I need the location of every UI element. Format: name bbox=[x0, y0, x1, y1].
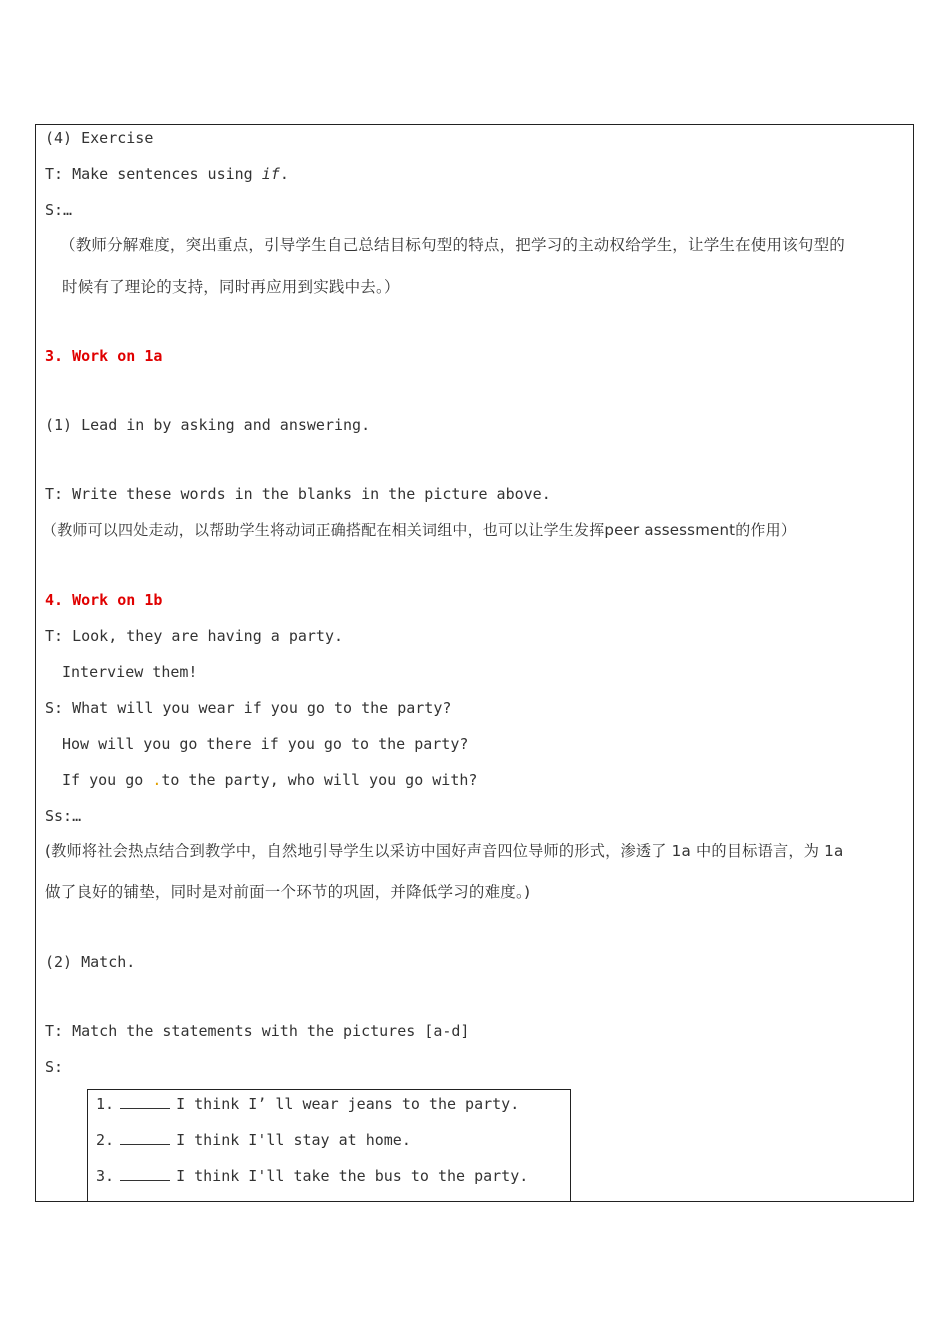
answer-blank[interactable] bbox=[120, 1094, 170, 1109]
statement-number: 2. bbox=[96, 1131, 115, 1149]
students-line: Ss:… bbox=[45, 807, 82, 825]
interview-line: Interview them! bbox=[62, 663, 198, 681]
section-4-title: 4. Work on 1b bbox=[45, 591, 163, 609]
exercise-teacher-line bbox=[45, 164, 289, 184]
teacher-note-1-line-1: （教师分解难度，突出重点，引导学生自己总结目标句型的特点，把学习的主动权给学生，让学生在使用该句型的 bbox=[60, 236, 846, 254]
look-line: T: Look, they are having a party. bbox=[45, 627, 344, 645]
match-student-line: S: bbox=[45, 1058, 64, 1076]
statement-row bbox=[96, 1130, 411, 1150]
statement-text: I think I'll stay at home. bbox=[176, 1131, 411, 1149]
question-3-part-2: to the party, who will you go with? bbox=[161, 771, 478, 789]
statement-number: 1. bbox=[96, 1095, 115, 1113]
statement-text: I think I'll take the bus to the party. bbox=[176, 1167, 529, 1185]
statement-number: 3. bbox=[96, 1167, 115, 1185]
teacher-note-3-line-1: (教师将社会热点结合到教学中，自然地引导学生以采访中国好声音四位导师的形式，渗透了 1a 中的目标语言，为 1a bbox=[45, 842, 844, 860]
exercise-heading: (4) Exercise bbox=[45, 129, 154, 147]
exercise-student-line: S:… bbox=[45, 201, 73, 219]
teacher-note-1-line-2: 时候有了理论的支持，同时再应用到实践中去。） bbox=[62, 278, 400, 296]
question-3-dot: . bbox=[152, 771, 162, 789]
exercise-teacher-text: T: Make sentences using bbox=[45, 165, 262, 183]
teacher-note-3-line-2: 做了良好的铺垫，同时是对前面一个环节的巩固，并降低学习的难度。) bbox=[45, 883, 531, 901]
question-3-part-1: If you go bbox=[62, 771, 153, 789]
question-2: How will you go there if you go to the party? bbox=[62, 735, 469, 753]
statement-row bbox=[96, 1094, 519, 1114]
write-words-line: T: Write these words in the blanks in the picture above. bbox=[45, 485, 551, 503]
answer-blank[interactable] bbox=[120, 1130, 170, 1145]
statement-row bbox=[96, 1166, 528, 1186]
match-heading: (2) Match. bbox=[45, 953, 136, 971]
question-3 bbox=[62, 770, 477, 790]
match-teacher-line: T: Match the statements with the pictures [a-d] bbox=[45, 1022, 470, 1040]
question-1: S: What will you wear if you go to the party? bbox=[45, 699, 452, 717]
teacher-note-2: （教师可以四处走动，以帮助学生将动词正确搭配在相关词组中，也可以让学生发挥peer assessment的作用） bbox=[42, 521, 797, 539]
answer-blank[interactable] bbox=[120, 1166, 170, 1181]
statement-text: I think I’ ll wear jeans to the party. bbox=[176, 1095, 520, 1113]
exercise-keyword: if bbox=[261, 165, 280, 183]
section-3-title: 3. Work on 1a bbox=[45, 347, 163, 365]
exercise-teacher-punct: . bbox=[279, 165, 289, 183]
lead-in-line: (1) Lead in by asking and answering. bbox=[45, 416, 371, 434]
